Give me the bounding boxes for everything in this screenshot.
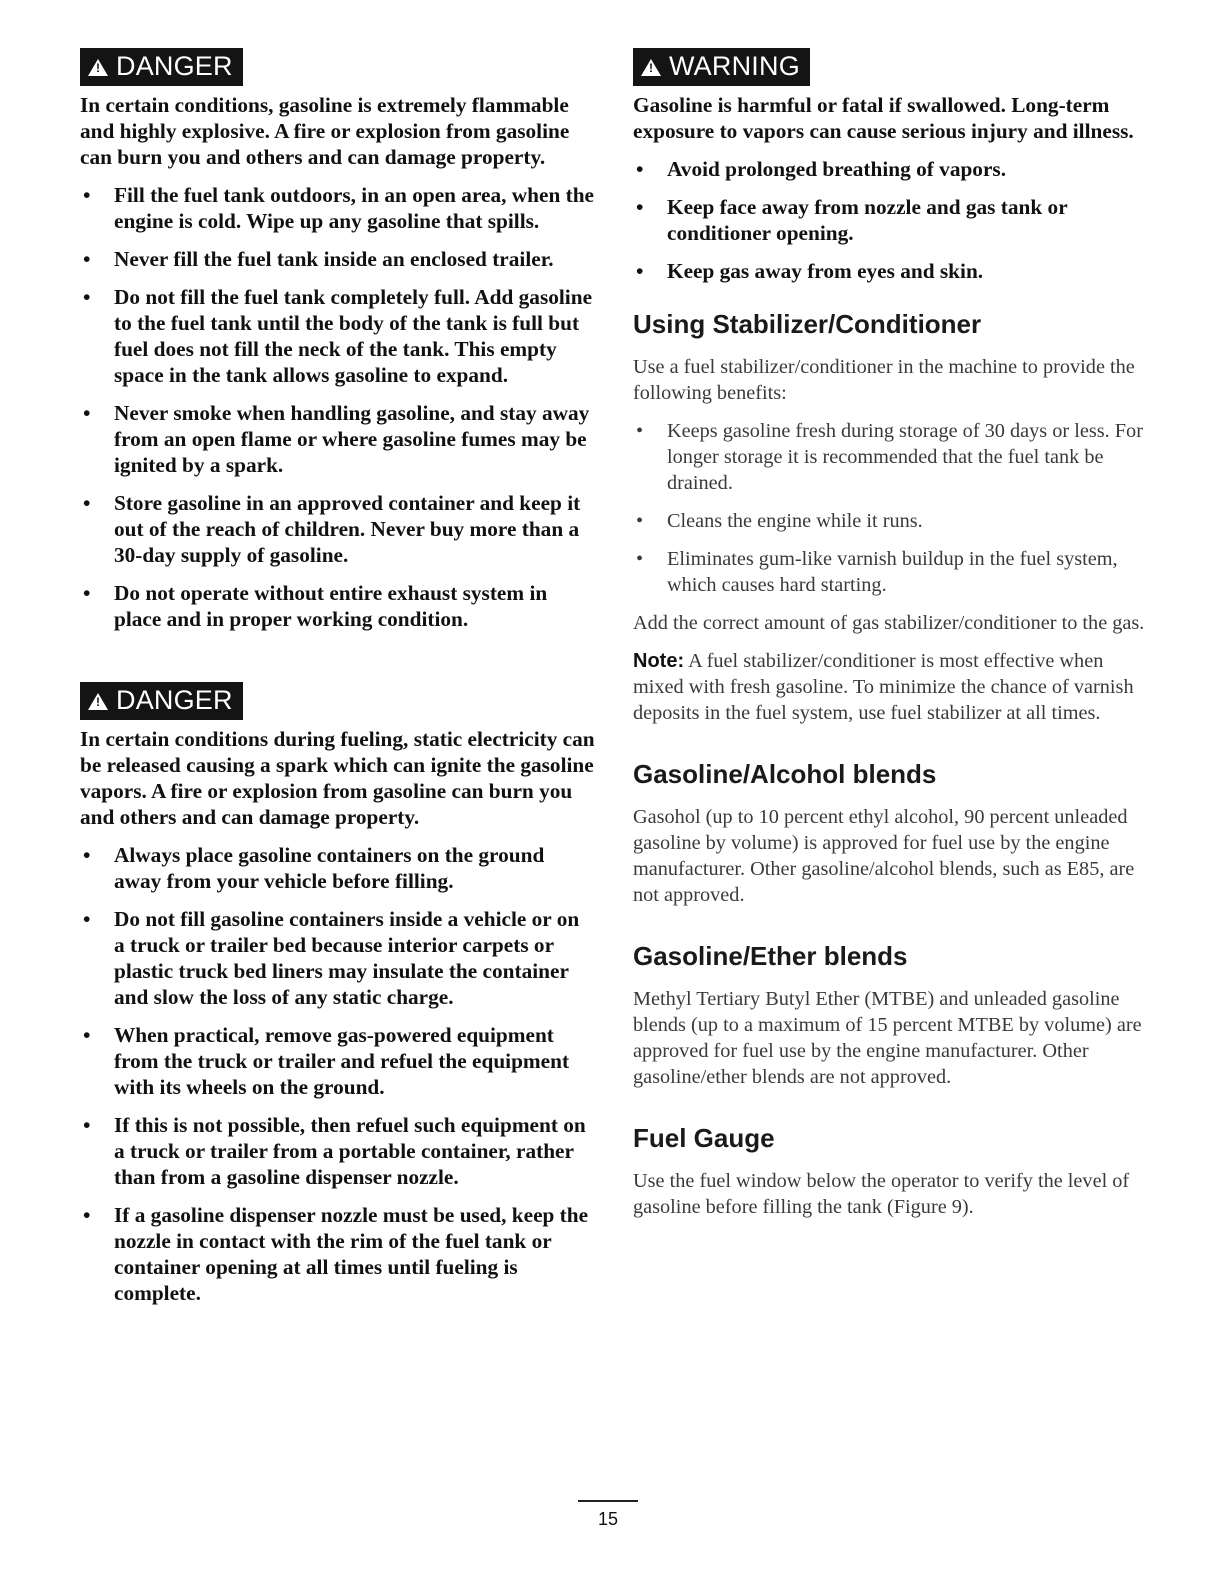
right-column [633, 48, 1148, 1232]
danger-badge-label: DANGER [116, 685, 233, 715]
list-item: • Never smoke when handling gasoline, and stay away from an open flame or where gasoline fumes may be ignited by a spark. [80, 400, 595, 478]
danger-bullet-list [80, 842, 595, 1306]
list-item: • Fill the fuel tank outdoors, in an open area, when the engine is cold. Wipe up any gasoline that spills. [80, 182, 595, 234]
warning-triangle-icon [641, 59, 661, 76]
danger-intro: In certain conditions, gasoline is extremely flammable and highly explosive. A fire or explosion from gasoline can burn you and others and can damage property. [80, 93, 570, 169]
stabilizer-intro: Use a fuel stabilizer/conditioner in the machine to provide the following benefits: [633, 356, 1135, 404]
stabilizer-note [633, 648, 1148, 726]
list-item: • Keep gas away from eyes and skin. [633, 258, 1148, 284]
list-item: • Always place gasoline containers on the ground away from your vehicle before filling. [80, 842, 595, 894]
list-item: • Do not fill gasoline containers inside a vehicle or on a truck or trailer bed because interior carpets or plastic truck bed liners may insulate the container and slow the loss of any static charge. [80, 906, 595, 1010]
alcohol-text: Gasohol (up to 10 percent ethyl alcohol, 90 percent unleaded gasoline by volume) is approved for fuel use by the engine manufacturer. Other gasoline/alcohol blends, such as E85, are not approved. [633, 806, 1135, 906]
section-heading-stabilizer: Using Stabilizer/Conditioner [633, 309, 982, 339]
danger-badge [80, 48, 243, 86]
warning-bullet-list [633, 156, 1148, 284]
warning-badge [633, 48, 810, 86]
section-heading-alcohol: Gasoline/Alcohol blends [633, 759, 937, 789]
list-item: • Store gasoline in an approved container and keep it out of the reach of children. Never buy more than a 30-day supply of gasoline. [80, 490, 595, 568]
list-item: • If a gasoline dispenser nozzle must be used, keep the nozzle in contact with the rim of the fuel tank or container opening at all times until fueling is complete. [80, 1202, 595, 1306]
list-item: • Keep face away from nozzle and gas tank or conditioner opening. [633, 194, 1148, 246]
list-item: • If this is not possible, then refuel such equipment on a truck or trailer from a portable container, rather than from a gasoline dispenser nozzle. [80, 1112, 595, 1190]
warning-intro: Gasoline is harmful or fatal if swallowed. Long-term exposure to vapors can cause serious injury and illness. [633, 93, 1134, 143]
warning-triangle-icon [88, 59, 108, 76]
ether-text: Methyl Tertiary Butyl Ether (MTBE) and unleaded gasoline blends (up to a maximum of 15 percent MTBE by volume) are approved for fuel use by the engine manufacturer. Other gasoline/ether blends are not approved. [633, 988, 1142, 1088]
list-item: • Do not fill the fuel tank completely full. Add gasoline to the fuel tank until the body of the tank is full but fuel does not fill the neck of the tank. This empty space in the tank allows gasoline to expand. [80, 284, 595, 388]
note-text: A fuel stabilizer/conditioner is most effective when mixed with fresh gasoline. To minimize the chance of varnish deposits in the fuel system, use fuel stabilizer at all times. [633, 650, 1134, 724]
danger-bullet-list [80, 182, 595, 632]
list-item: • Do not operate without entire exhaust system in place and in proper working condition. [80, 580, 595, 632]
list-item: • Eliminates gum-like varnish buildup in the fuel system, which causes hard starting. [633, 546, 1148, 598]
warning-badge-label: WARNING [669, 51, 800, 81]
stabilizer-benefit-list [633, 418, 1148, 598]
list-item: • Avoid prolonged breathing of vapors. [633, 156, 1148, 182]
list-item: • Cleans the engine while it runs. [633, 508, 1148, 534]
page-number: 15 [578, 1500, 638, 1530]
stabilizer-add-text: Add the correct amount of gas stabilizer/conditioner to the gas. [633, 612, 1145, 634]
list-item: • When practical, remove gas-powered equipment from the truck or trailer and refuel the equipment with its wheels on the ground. [80, 1022, 595, 1100]
danger-badge-label: DANGER [116, 51, 233, 81]
list-item: • Never fill the fuel tank inside an enclosed trailer. [80, 246, 595, 272]
section-heading-ether: Gasoline/Ether blends [633, 941, 908, 971]
left-column [80, 48, 595, 1318]
warning-triangle-icon [88, 693, 108, 710]
danger-badge [80, 682, 243, 720]
section-heading-fuel-gauge: Fuel Gauge [633, 1123, 775, 1153]
danger-intro: In certain conditions during fueling, static electricity can be released causing a spark which can ignite the gasoline vapors. A fire or explosion from gasoline can burn you and others and can damage property. [80, 727, 595, 829]
fuel-gauge-text: Use the fuel window below the operator to verify the level of gasoline before filling the tank (Figure 9). [633, 1170, 1130, 1218]
list-item: • Keeps gasoline fresh during storage of 30 days or less. For longer storage it is recommended that the fuel tank be drained. [633, 418, 1148, 496]
note-label: Note: [633, 650, 685, 672]
